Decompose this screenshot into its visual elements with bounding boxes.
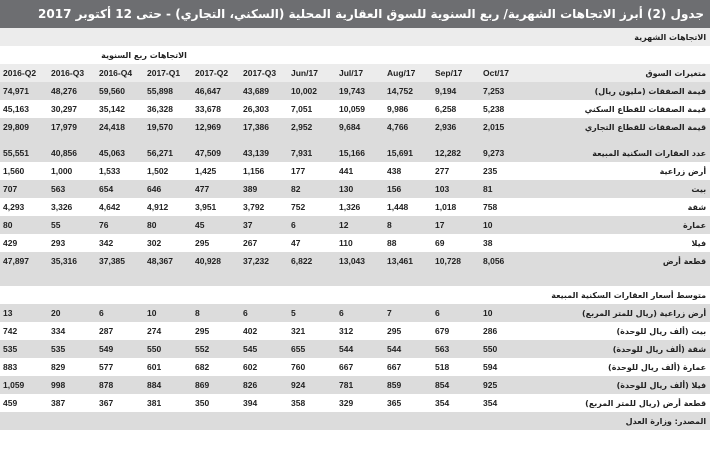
table-cell: 387	[48, 394, 96, 412]
trends-table	[0, 28, 710, 430]
table-cell: 9,986	[384, 100, 432, 118]
table-cell: 287	[96, 322, 144, 340]
row-label: عمارة	[528, 216, 710, 234]
row-label: فيلا (ألف ريال للوحدة)	[528, 376, 710, 394]
source-label: المصدر: وزارة العدل	[0, 412, 710, 430]
table-cell: 286	[480, 322, 528, 340]
table-cell: 829	[48, 358, 96, 376]
row-label: عمارة (ألف ريال للوحدة)	[528, 358, 710, 376]
table-cell: 394	[240, 394, 288, 412]
table-cell: 20	[48, 304, 96, 322]
table-cell: 544	[336, 340, 384, 358]
table-cell: 10	[144, 304, 192, 322]
table-cell: 6	[96, 304, 144, 322]
table-cell: 594	[480, 358, 528, 376]
separator-cell	[0, 136, 710, 144]
table-cell: 7,051	[288, 100, 336, 118]
transactions-row	[0, 118, 710, 136]
table-cell: 47,897	[0, 252, 48, 270]
table-cell: 45	[192, 216, 240, 234]
table-cell: 80	[0, 216, 48, 234]
table-cell: 48,276	[48, 82, 96, 100]
section-monthly-label: الاتجاهات الشهرية	[0, 28, 710, 46]
separator-cell	[0, 270, 710, 278]
table-cell: 10,728	[432, 252, 480, 270]
table-cell: 81	[480, 180, 528, 198]
table-cell: 1,059	[0, 376, 48, 394]
row-label: فيلا	[528, 234, 710, 252]
prices-row	[0, 376, 710, 394]
table-cell: 6,822	[288, 252, 336, 270]
table-cell: 550	[480, 340, 528, 358]
table-cell: 235	[480, 162, 528, 180]
table-cell: 535	[0, 340, 48, 358]
column-header: 2016-Q4	[96, 64, 144, 82]
table-cell: 33,678	[192, 100, 240, 118]
table-cell: 37	[240, 216, 288, 234]
row-label: بيت (ألف ريال للوحدة)	[528, 322, 710, 340]
table-cell: 19,570	[144, 118, 192, 136]
row-label: شقة	[528, 198, 710, 216]
table-cell: 5,238	[480, 100, 528, 118]
table-cell: 758	[480, 198, 528, 216]
table-cell: 884	[144, 376, 192, 394]
units-row	[0, 234, 710, 252]
table-cell: 13,461	[384, 252, 432, 270]
table-cell: 8	[384, 216, 432, 234]
units-row	[0, 180, 710, 198]
table-cell: 654	[96, 180, 144, 198]
row-label: بيت	[528, 180, 710, 198]
table-cell: 1,502	[144, 162, 192, 180]
prices-section-row	[0, 286, 710, 304]
table-cell: 1,000	[48, 162, 96, 180]
table-cell: 13,043	[336, 252, 384, 270]
table-cell: 577	[96, 358, 144, 376]
table-cell: 130	[336, 180, 384, 198]
table-cell: 15,691	[384, 144, 432, 162]
table-cell: 17,386	[240, 118, 288, 136]
column-header: Sep/17	[432, 64, 480, 82]
table-cell: 80	[144, 216, 192, 234]
column-header: 2017-Q1	[144, 64, 192, 82]
table-cell: 2,936	[432, 118, 480, 136]
row-label: قيمة الصفقات للقطاع السكني	[528, 100, 710, 118]
table-cell: 10,059	[336, 100, 384, 118]
table-cell: 365	[384, 394, 432, 412]
table-cell: 9,194	[432, 82, 480, 100]
table-cell: 12,282	[432, 144, 480, 162]
table-cell: 1,018	[432, 198, 480, 216]
column-header: Jul/17	[336, 64, 384, 82]
table-cell: 859	[384, 376, 432, 394]
table-cell: 3,326	[48, 198, 96, 216]
table-cell: 312	[336, 322, 384, 340]
table-cell: 267	[240, 234, 288, 252]
prices-row	[0, 394, 710, 412]
transactions-row	[0, 100, 710, 118]
table-cell: 13	[0, 304, 48, 322]
table-cell: 924	[288, 376, 336, 394]
table-cell: 402	[240, 322, 288, 340]
table-cell: 3,792	[240, 198, 288, 216]
row-label: شقة (ألف ريال للوحدة)	[528, 340, 710, 358]
table-cell: 76	[96, 216, 144, 234]
table-cell: 679	[432, 322, 480, 340]
separator-row	[0, 278, 710, 286]
table-cell: 367	[96, 394, 144, 412]
table-cell: 14,752	[384, 82, 432, 100]
table-cell: 37,232	[240, 252, 288, 270]
table-cell: 15,166	[336, 144, 384, 162]
table-cell: 438	[384, 162, 432, 180]
column-header: 2017-Q3	[240, 64, 288, 82]
table-cell: 56,271	[144, 144, 192, 162]
table-cell: 5	[288, 304, 336, 322]
column-header: 2017-Q2	[192, 64, 240, 82]
prices-row	[0, 340, 710, 358]
table-cell: 6	[288, 216, 336, 234]
table-cell: 48,367	[144, 252, 192, 270]
table-cell: 17,979	[48, 118, 96, 136]
table-cell: 6	[432, 304, 480, 322]
table-cell: 3,951	[192, 198, 240, 216]
table-cell: 7,931	[288, 144, 336, 162]
column-header: Jun/17	[288, 64, 336, 82]
table-cell: 781	[336, 376, 384, 394]
table-cell: 878	[96, 376, 144, 394]
table-cell: 6,258	[432, 100, 480, 118]
table-cell: 459	[0, 394, 48, 412]
table-cell: 707	[0, 180, 48, 198]
table-cell: 535	[48, 340, 96, 358]
table-cell: 601	[144, 358, 192, 376]
table-cell: 43,139	[240, 144, 288, 162]
table-cell: 545	[240, 340, 288, 358]
table-cell: 35,142	[96, 100, 144, 118]
table-cell: 8	[192, 304, 240, 322]
table-cell: 295	[192, 322, 240, 340]
table-cell: 47,509	[192, 144, 240, 162]
table-cell: 274	[144, 322, 192, 340]
table-cell: 1,156	[240, 162, 288, 180]
row-label: قطعة أرض (ريال للمتر المربع)	[528, 394, 710, 412]
table-cell: 74,971	[0, 82, 48, 100]
table-cell: 329	[336, 394, 384, 412]
table-cell: 321	[288, 322, 336, 340]
table-cell: 342	[96, 234, 144, 252]
table-cell: 8,056	[480, 252, 528, 270]
row-label: قيمة الصفقات للقطاع التجاري	[528, 118, 710, 136]
table-cell: 82	[288, 180, 336, 198]
blank-cell	[288, 46, 710, 64]
table-cell: 854	[432, 376, 480, 394]
table-cell: 110	[336, 234, 384, 252]
table-cell: 156	[384, 180, 432, 198]
table-cell: 9,273	[480, 144, 528, 162]
table-cell: 40,928	[192, 252, 240, 270]
row-label: عدد العقارات السكنية المبيعة	[528, 144, 710, 162]
table-cell: 17	[432, 216, 480, 234]
table-cell: 381	[144, 394, 192, 412]
table-cell: 40,856	[48, 144, 96, 162]
table-cell: 12	[336, 216, 384, 234]
separator-row	[0, 270, 710, 278]
separator-row	[0, 136, 710, 144]
table-cell: 358	[288, 394, 336, 412]
table-cell: 45,163	[0, 100, 48, 118]
units-row	[0, 216, 710, 234]
table-cell: 883	[0, 358, 48, 376]
table-cell: 45,063	[96, 144, 144, 162]
table-cell: 646	[144, 180, 192, 198]
table-cell: 4,642	[96, 198, 144, 216]
table-cell: 293	[48, 234, 96, 252]
table-cell: 30,297	[48, 100, 96, 118]
table-cell: 6	[240, 304, 288, 322]
table-cell: 742	[0, 322, 48, 340]
table-cell: 544	[384, 340, 432, 358]
table-cell: 59,560	[96, 82, 144, 100]
section-row-monthly	[0, 28, 710, 46]
table-cell: 1,425	[192, 162, 240, 180]
table-cell: 518	[432, 358, 480, 376]
table-cell: 26,303	[240, 100, 288, 118]
table-cell: 1,560	[0, 162, 48, 180]
table-cell: 4,293	[0, 198, 48, 216]
table-cell: 752	[288, 198, 336, 216]
column-header: Aug/17	[384, 64, 432, 82]
table-cell: 38	[480, 234, 528, 252]
variables-label: متغيرات السوق	[528, 64, 710, 82]
table-cell: 55	[48, 216, 96, 234]
table-cell: 88	[384, 234, 432, 252]
table-cell: 10	[480, 216, 528, 234]
table-cell: 10,002	[288, 82, 336, 100]
table-cell: 826	[240, 376, 288, 394]
prices-section-label: متوسط أسعار العقارات السكنية المبيعة	[0, 286, 710, 304]
table-cell: 19,743	[336, 82, 384, 100]
table-cell: 2,952	[288, 118, 336, 136]
table-cell: 760	[288, 358, 336, 376]
row-label: أرض زراعية	[528, 162, 710, 180]
table-cell: 24,418	[96, 118, 144, 136]
table-cell: 4,766	[384, 118, 432, 136]
table-cell: 655	[288, 340, 336, 358]
table-cell: 667	[336, 358, 384, 376]
section-quarterly-label: الاتجاهات ربع السنوية	[0, 46, 288, 64]
table-cell: 6	[336, 304, 384, 322]
table-cell: 682	[192, 358, 240, 376]
table-cell: 46,647	[192, 82, 240, 100]
table-cell: 998	[48, 376, 96, 394]
row-label: قيمة الصفقات (مليون ريال)	[528, 82, 710, 100]
table-cell: 7,253	[480, 82, 528, 100]
table-cell: 563	[432, 340, 480, 358]
table-cell: 354	[480, 394, 528, 412]
table-cell: 29,809	[0, 118, 48, 136]
prices-row	[0, 358, 710, 376]
table-cell: 55,898	[144, 82, 192, 100]
source-row	[0, 412, 710, 430]
column-header: 2016-Q3	[48, 64, 96, 82]
separator-cell	[0, 278, 710, 286]
table-cell: 295	[192, 234, 240, 252]
table-cell: 350	[192, 394, 240, 412]
table-cell: 47	[288, 234, 336, 252]
table-cell: 389	[240, 180, 288, 198]
table-cell: 35,316	[48, 252, 96, 270]
table-cell: 441	[336, 162, 384, 180]
units-row	[0, 252, 710, 270]
table-cell: 563	[48, 180, 96, 198]
table-cell: 869	[192, 376, 240, 394]
units-row	[0, 144, 710, 162]
table-cell: 354	[432, 394, 480, 412]
table-cell: 277	[432, 162, 480, 180]
table-cell: 55,551	[0, 144, 48, 162]
table-cell: 1,533	[96, 162, 144, 180]
table-cell: 103	[432, 180, 480, 198]
units-row	[0, 162, 710, 180]
row-label: قطعة أرض	[528, 252, 710, 270]
table-cell: 10	[480, 304, 528, 322]
table-cell: 9,684	[336, 118, 384, 136]
table-cell: 602	[240, 358, 288, 376]
table-cell: 43,689	[240, 82, 288, 100]
table-cell: 550	[144, 340, 192, 358]
table-cell: 667	[384, 358, 432, 376]
transactions-row	[0, 82, 710, 100]
table-cell: 2,015	[480, 118, 528, 136]
table-cell: 12,969	[192, 118, 240, 136]
table-cell: 295	[384, 322, 432, 340]
table-cell: 429	[0, 234, 48, 252]
table-cell: 334	[48, 322, 96, 340]
units-row	[0, 198, 710, 216]
header-row	[0, 64, 710, 82]
row-label: أرض زراعية (ريال للمتر المربع)	[528, 304, 710, 322]
section-row-quarterly	[0, 46, 710, 64]
prices-row	[0, 304, 710, 322]
table-cell: 37,385	[96, 252, 144, 270]
table-title: جدول (2) أبرز الاتجاهات الشهرية/ ربع السنوية للسوق العقارية المحلية (السكني، التجاري) - حتى 12 أكتوبر 2017	[0, 0, 710, 28]
table-cell: 4,912	[144, 198, 192, 216]
table-cell: 69	[432, 234, 480, 252]
prices-row	[0, 322, 710, 340]
table-cell: 7	[384, 304, 432, 322]
column-header: 2016-Q2	[0, 64, 48, 82]
table-cell: 302	[144, 234, 192, 252]
table-cell: 177	[288, 162, 336, 180]
table-cell: 1,448	[384, 198, 432, 216]
table-cell: 1,326	[336, 198, 384, 216]
table-cell: 925	[480, 376, 528, 394]
table-cell: 552	[192, 340, 240, 358]
table-cell: 549	[96, 340, 144, 358]
table-cell: 477	[192, 180, 240, 198]
column-header: Oct/17	[480, 64, 528, 82]
table-cell: 36,328	[144, 100, 192, 118]
